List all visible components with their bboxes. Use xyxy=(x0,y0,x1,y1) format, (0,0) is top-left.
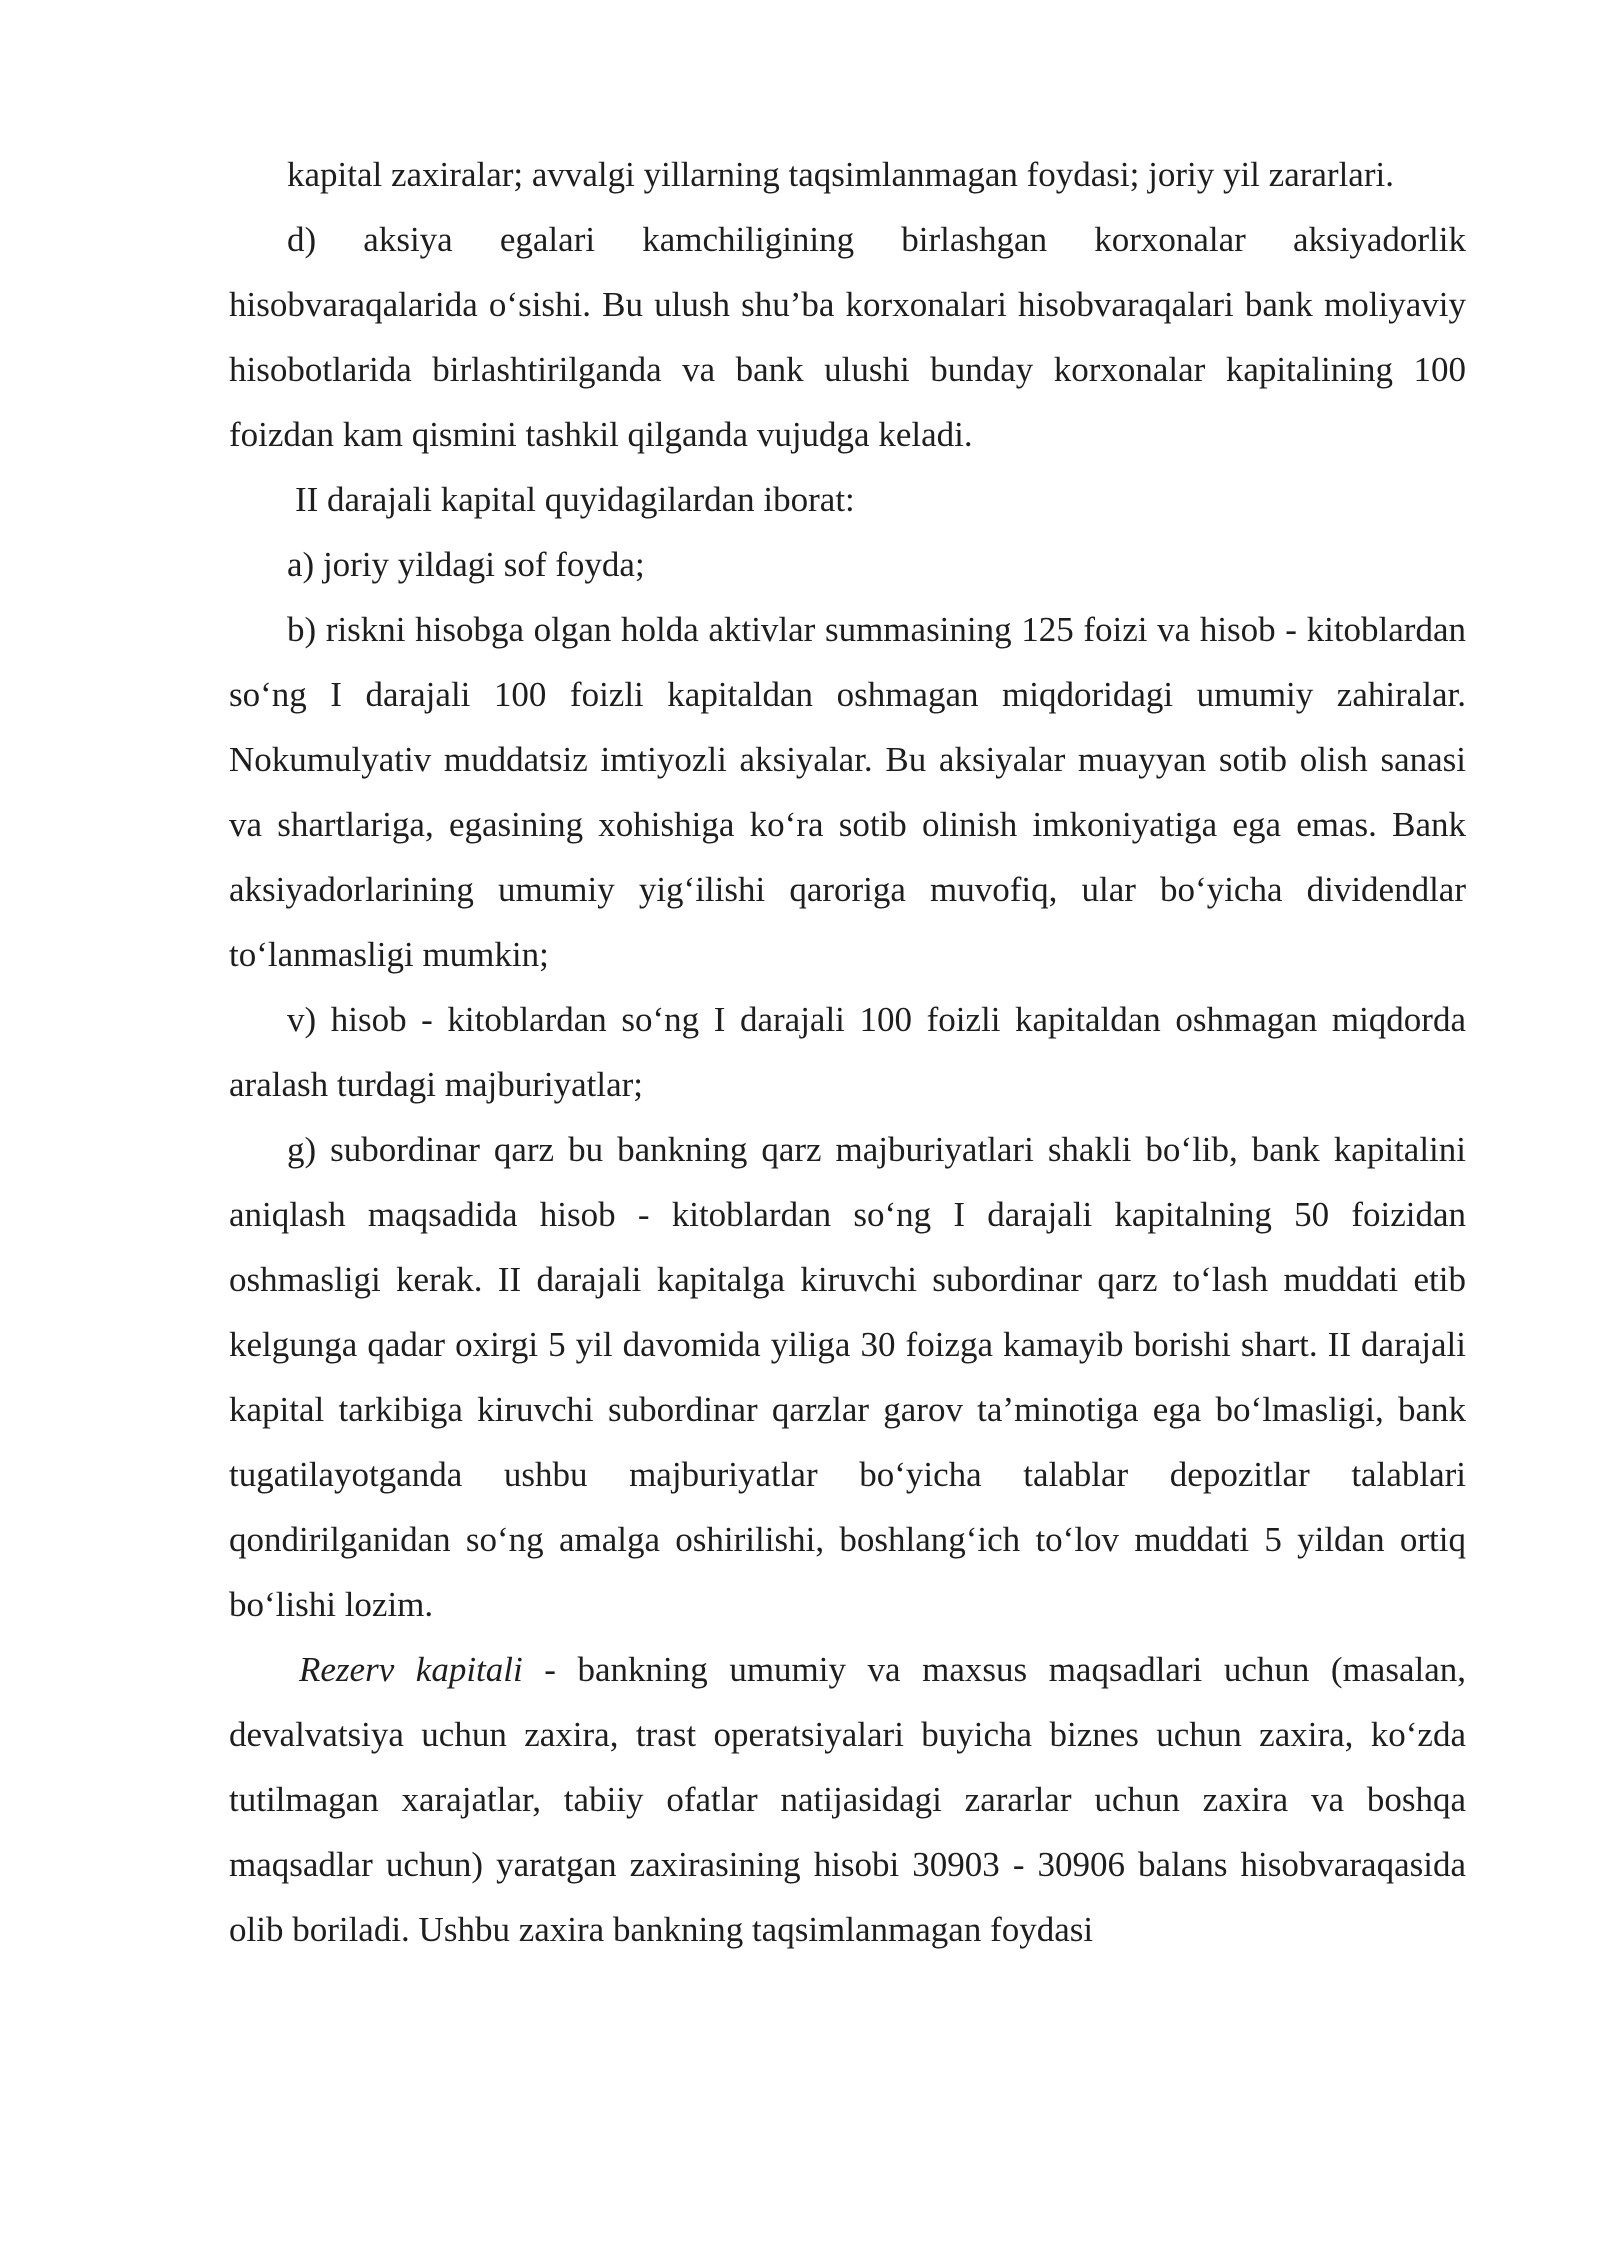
paragraph-item-a: a) joriy yildagi sof foyda; xyxy=(287,545,645,584)
paragraph-item-b: b) riskni hisobga olgan holda aktivlar summasining 125 foizi va hisob - kitoblardan so‘ng I darajali 100 foizli kapitaldan oshmagan miqdoridagi umumiy zahiralar. Nokumulyativ muddatsiz imtiyozli aksiyalar. Bu aksiyalar muayyan sotib olish sanasi va shartlariga, egasining xohishiga ko‘ra sotib olinish imkoniyatiga ega emas. Bank aksiyadorlarining umumiy yig‘ilishi qaroriga muvofiq, ular bo‘yicha dividendlar to‘lanmasligi mumkin; xyxy=(229,610,1466,974)
paragraph-item-v: v) hisob - kitoblardan so‘ng I darajali 100 foizli kapitaldan oshmagan miqdorda aralash turdagi majburiyatlar; xyxy=(229,1000,1466,1104)
paragraph-reserve-capital xyxy=(229,1637,1466,1962)
reserve-capital-definition: - bankning umumiy va maxsus maqsadlari uchun (masalan, devalvatsiya uchun zaxira, trast operatsiyalari buyicha biznes uchun zaxira, ko‘zda tutilmagan xarajatlar, tabiiy ofatlar natijasidagi zararlar uchun zaxira va boshqa maqsadlar uchun) yaratgan zaxirasining hisobi 30903 - 30906 balans hisobvaraqasida olib boriladi. Ushbu zaxira bankning taqsimlanmagan foydasi xyxy=(229,1650,1466,1949)
paragraph-item-d: d) aksiya egalari kamchiligining birlashgan korxonalar aksiyadorlik hisobvaraqalarida o‘sishi. Bu ulush shu’ba korxonalari hisobvaraqalari bank moliyaviy hisobotlarida birlashtirilganda va bank ulushi bunday korxonalar kapitalining 100 foizdan kam qismini tashkil qilganda vujudga keladi. xyxy=(229,220,1466,454)
reserve-capital-term: Rezerv kapitali xyxy=(299,1650,523,1689)
paragraph-tier2-heading: II darajali kapital quyidagilardan iborat: xyxy=(295,480,855,519)
paragraph-capital-reserves: kapital zaxiralar; avvalgi yillarning taqsimlanmagan foydasi; joriy yil zararlari. xyxy=(287,155,1394,194)
paragraph-item-g: g) subordinar qarz bu bankning qarz majburiyatlari shakli bo‘lib, bank kapitalini aniqlash maqsadida hisob - kitoblardan so‘ng I darajali kapitalning 50 foizidan oshmasligi kerak. II darajali kapitalga kiruvchi subordinar qarz to‘lash muddati etib kelgunga qadar oxirgi 5 yil davomida yiliga 30 foizga kamayib borishi shart. II darajali kapital tarkibiga kiruvchi subordinar qarzlar garov ta’minotiga ega bo‘lmasligi, bank tugatilayotganda ushbu majburiyatlar bo‘yicha talablar depozitlar talablari qondirilganidan so‘ng amalga oshirilishi, boshlang‘ich to‘lov muddati 5 yildan ortiq bo‘lishi lozim. xyxy=(229,1130,1466,1624)
document-page xyxy=(229,142,1466,1962)
